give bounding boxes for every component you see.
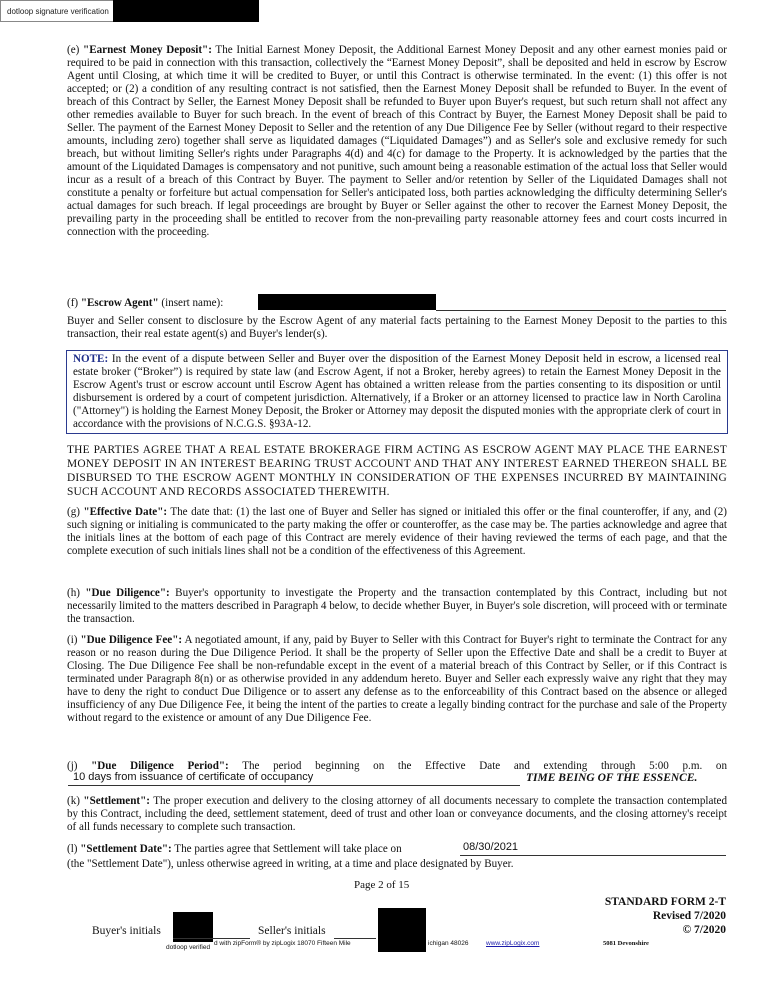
redacted-escrow-agent-name — [258, 294, 436, 310]
producer-line-left: d with zipForm® by zipLogix 18070 Fifteen Mile — [214, 940, 351, 947]
paragraph-escrow-agent-consent: Buyer and Seller consent to disclosure by the Escrow Agent of any material facts pertaining to the Earnest Money Deposit to the parties to this transaction, their real estate agent(s) and Buyer's lender(s). — [67, 315, 727, 340]
seller-initials-label: Seller's initials — [258, 925, 326, 937]
heading-due-diligence: "Due Diligence": — [85, 587, 170, 599]
due-diligence-period-line — [68, 785, 520, 786]
paragraph-due-diligence-period: (j) "Due Diligence Period": The period beginning on the Effective Date and extending through 5:00 p.m. on — [67, 760, 727, 772]
heading-due-diligence-period: "Due Diligence Period": — [91, 760, 229, 772]
file-name: 5081 Devonshire — [603, 940, 649, 947]
heading-earnest-money-deposit: "Earnest Money Deposit": — [83, 44, 212, 56]
paragraph-effective-date: (g) "Effective Date": The date that: (1) the last one of Buyer and Seller has signed or initialed this offer or the final counteroffer, if any, and (2) such signing or initialing is communicated to the party making the offer or counteroffer, as the case may be. The parties acknowledge and agree that the initials lines at the bottom of each page of this Contract are merely evidence of their having reviewed the terms of each page, and that the complete execution of such initials lines shall not be a condition of the effectiveness of this Agreement. — [67, 506, 727, 557]
dotloop-verification-banner — [0, 0, 259, 22]
paragraph-settlement-date: (l) "Settlement Date": The parties agree that Settlement will take place on — [67, 843, 402, 855]
form-copyright: © 7/2020 — [682, 924, 726, 936]
note-label: NOTE: — [73, 353, 109, 365]
heading-effective-date: "Effective Date": — [83, 506, 168, 518]
settlement-date-value[interactable]: 08/30/2021 — [463, 841, 519, 853]
seller-initials-line[interactable] — [334, 938, 376, 939]
escrow-agent-line[interactable] — [436, 310, 726, 311]
form-revised: Revised 7/2020 — [652, 910, 726, 922]
paragraph-settlement: (k) "Settlement": The proper execution and delivery to the closing attorney of all documents necessary to complete the transaction contemplated by this Contract, including the deed, settlement statement, deed of trust and other loan or conveyance documents, and the closing attorney's receipt of all funds necessary to complete such transaction. — [67, 795, 727, 833]
note-box: NOTE: In the event of a dispute between Seller and Buyer over the disposition of the Earnest Money Deposit held in escrow, a licensed real estate broker (“Broker”) is required by state law (and Escrow Agent, if not a Broker, hereby agrees) to retain the Earnest Money Deposit in the Escrow Agent's trust or escrow account until Escrow Agent has obtained a written release from the parties consenting to its disposition or until disbursement is ordered by a court of competent jurisdiction. Alternatively, if a Broker or an attorney licensed to practice law in North Carolina ("Attorney") is holding the Earnest Money Deposit, the Broker or Attorney may deposit the disputed monies with the appropriate clerk of court in accordance with the provisions of N.C.G.S. §93A-12. — [66, 350, 728, 434]
paragraph-interest-bearing-account: THE PARTIES AGREE THAT A REAL ESTATE BROKERAGE FIRM ACTING AS ESCROW AGENT MAY PLACE THE EARNEST MONEY DEPOSIT IN AN INTEREST BEARING TRUST ACCOUNT AND THAT ANY INTEREST EARNED THEREON SHALL BE DISBURSED TO THE ESCROW AGENT MONTHLY IN CONSIDERATION OF THE EXPENSES INCURRED BY MAINTAINING SUCH ACCOUNT AND RECORDS ASSOCIATED THEREWITH. — [67, 444, 727, 498]
heading-due-diligence-fee: "Due Diligence Fee": — [80, 634, 183, 646]
form-name: STANDARD FORM 2-T — [604, 896, 726, 908]
buyer-initials-label: Buyer's initials — [92, 925, 161, 937]
paragraph-escrow-agent: (f) "Escrow Agent" (insert name): — [67, 297, 224, 309]
due-diligence-period-value[interactable]: 10 days from issuance of certificate of occupancy — [73, 771, 314, 783]
heading-settlement-date: "Settlement Date": — [80, 843, 172, 855]
paragraph-earnest-money-deposit: (e) "Earnest Money Deposit": The Initial Earnest Money Deposit, the Additional Earnest Money Deposit and any other earnest monies paid or required to be paid in connection with this transaction, collectively the “Earnest Money Deposit”, shall be deposited and held in escrow by Escrow Agent until Closing, at which time it will be credited to Buyer, or until this Contract is otherwise terminated. In the event: (1) this offer is not accepted; or (2) a condition of any resulting contract is not satisfied, then the Earnest Money Deposit shall be refunded to Buyer. In the event of breach of this Contract by Seller, the Earnest Money Deposit shall be refunded to Buyer upon Buyer's request, but such return shall not affect any other remedies available to Buyer for such breach. In the event of breach of this Contract by Buyer, the Earnest Money Deposit shall be paid to Seller. The payment of the Earnest Money Deposit to Seller and the retention of any Due Diligence Fee by Seller (without regard to their respective amounts, including zero) together shall serve as liquidated damages (“Liquidated Damages”) and as Seller's sole and exclusive remedy for such breach, but without limiting Seller's rights under Paragraphs 4(d) and 4(c) for damage to the Property. It is acknowledged by the parties that the amount of the Liquidated Damages is compensatory and not punitive, such amount being a reasonable estimation of the actual loss that Seller would incur as a result of a breach of this Contract by Buyer. The payment to Seller and/or retention by Seller of the Liquidated Damages shall not constitute a penalty or forfeiture but actual compensation for Seller's anticipated loss, both parties acknowledging the difficulty determining Seller's actual damages for such breach. If legal proceedings are brought by Buyer or Seller against the other to recover the Earnest Money Deposit, the prevailing party in the proceeding shall be entitled to recover from the non-prevailing party reasonable attorney fees and court costs incurred in connection with the proceeding. — [67, 44, 727, 238]
time-of-essence: TIME BEING OF THE ESSENCE. — [526, 772, 698, 784]
seller-initials-signature — [378, 908, 426, 952]
producer-line-right: ichigan 48026 — [428, 940, 469, 947]
verification-label: dotloop signature verification — [0, 0, 113, 22]
page-number: Page 2 of 15 — [354, 879, 410, 891]
ziplogix-link[interactable]: www.zipLogix.com — [486, 940, 540, 947]
heading-escrow-agent: "Escrow Agent" — [80, 297, 159, 309]
redacted-verification-id — [113, 0, 259, 22]
settlement-date-line — [460, 855, 726, 856]
form-info — [605, 895, 726, 937]
buyer-initials-line[interactable] — [173, 938, 250, 939]
paragraph-due-diligence-fee: (i) "Due Diligence Fee": A negotiated amount, if any, paid by Buyer to Seller with this Contract for Buyer's right to terminate the Contract for any reason or no reason during the Due Diligence Period. It shall be the property of Seller upon the Effective Date and shall be a credit to Buyer at Closing. The Due Diligence Fee shall be non-refundable except in the event of a material breach of this Contract by Seller, or if this Contract is terminated under Paragraph 8(n) or as otherwise provided in any addendum hereto. Buyer and Seller each expressly waive any right that they may have to deny the right to conduct Due Diligence or to assert any defense as to the enforceability of this Contract based on the absence or alleged insufficiency of any Due Diligence Fee, it being the intent of the parties to create a legally binding contract for the purchase and sale of the Property without regard to the existence or amount of any Due Diligence Fee. — [67, 634, 727, 724]
dotloop-verified-label: dotloop verified — [166, 944, 211, 951]
paragraph-settlement-date-continued: (the "Settlement Date"), unless otherwise agreed in writing, at a time and place designated by Buyer. — [67, 858, 514, 870]
heading-settlement: "Settlement": — [83, 795, 150, 807]
paragraph-due-diligence: (h) "Due Diligence": Buyer's opportunity to investigate the Property and the transaction contemplated by this Contract, including but not necessarily limited to the matters described in Paragraph 4 below, to decide whether Buyer, in Buyer's sole discretion, will proceed with or terminate the transaction. — [67, 587, 727, 625]
